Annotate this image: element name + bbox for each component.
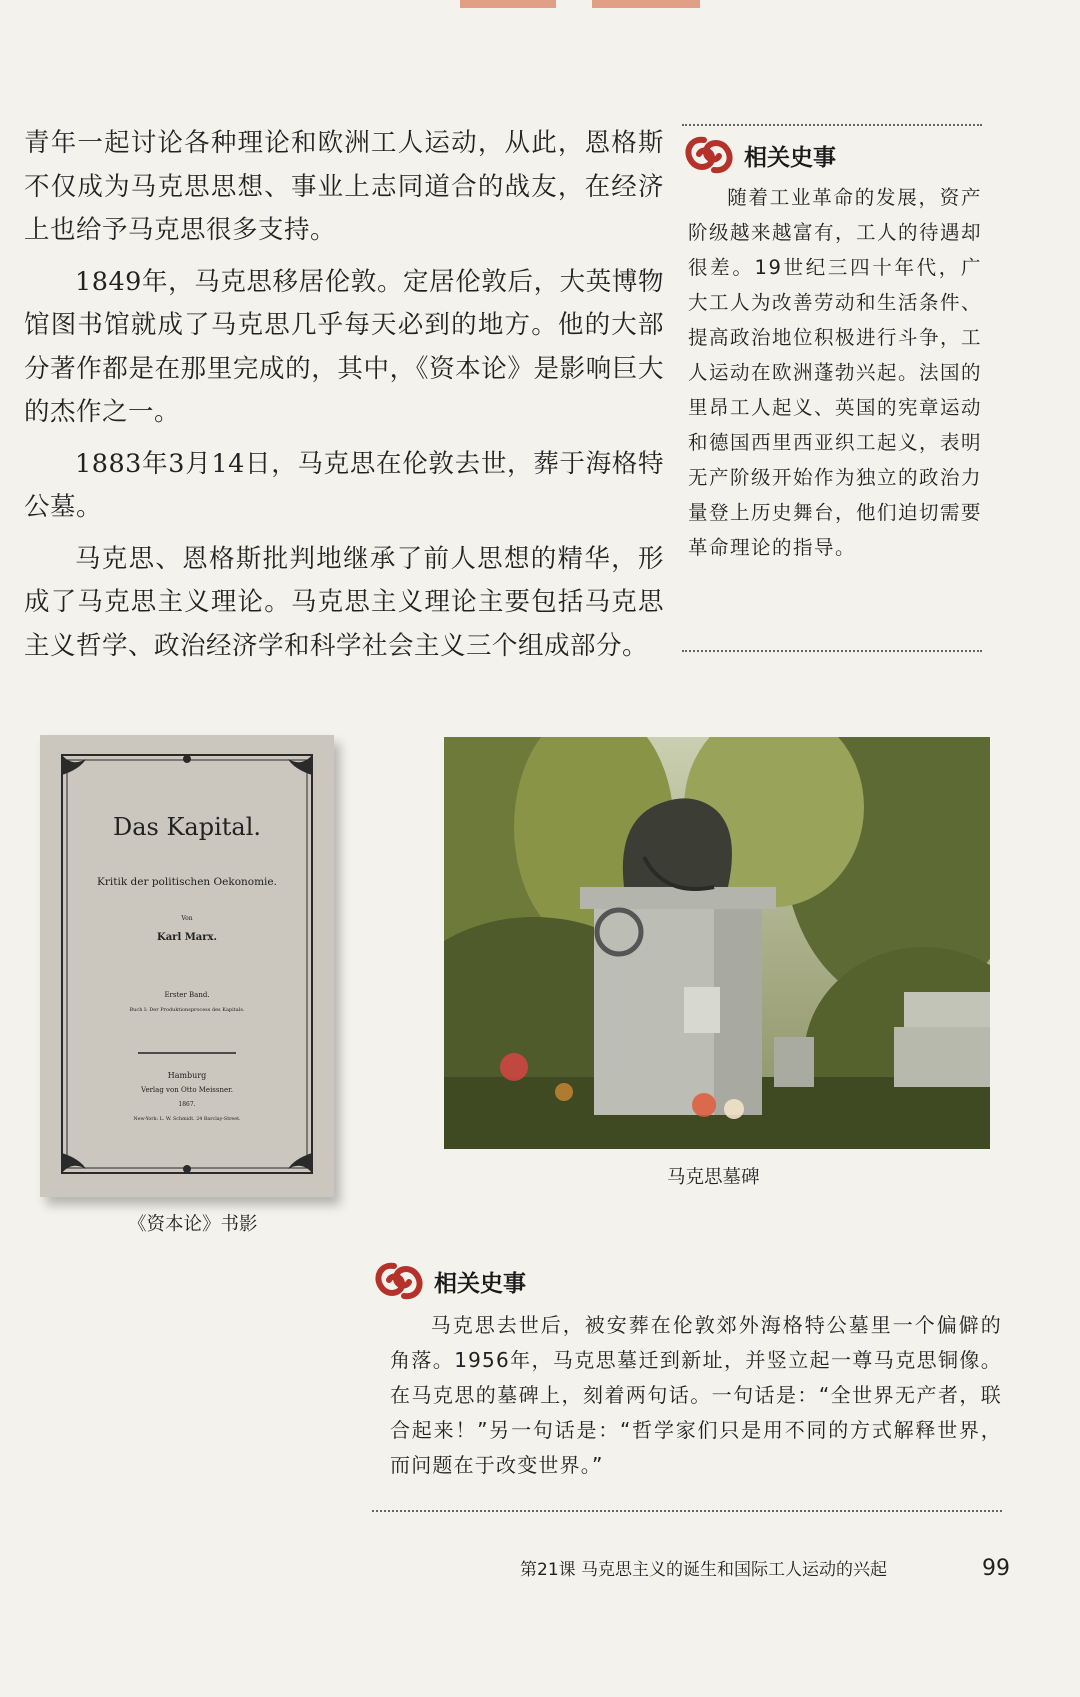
paragraph-4: 马克思、恩格斯批判地继承了前人思想的精华，形成了马克思主义理论。马克思主义理论主要包括马克思主义哲学、政治经济学和科学社会主义三个组成部分。 [24,543,664,661]
page-footer [520,1555,1010,1581]
book-author: Karl Marx. [157,932,217,943]
book-year: 1867. [178,1101,196,1108]
tomb-caption: 马克思墓碑 [667,1167,760,1188]
paragraph-2: 1849年，马克思移居伦敦。定居伦敦后，大英博物馆图书馆就成了马克思几乎每天必到的地方。他的大部分著作都是在那里完成的，其中，《资本论》是影响巨大的杰作之一。 [24,266,664,427]
bottom-box-header [372,1258,1002,1304]
bottom-box-title: 相关史事 [434,1270,526,1297]
bottom-box-text: 马克思去世后，被安葬在伦敦郊外海格特公墓里一个偏僻的角落。1956年，马克思墓迁到新址，并竖立起一尊马克思铜像。在马克思的墓碑上，刻着两句话。一句话是：“全世界无产者，联合起来！”另一句话是：“哲学家们只是用不同的方式解释世界，而问题在于改变世界。” [390,1313,1002,1477]
side-box-header [682,132,982,178]
paragraph-1: 青年一起讨论各种理论和欧洲工人运动，从此，恩格斯不仅成为马克思思想、事业上志同道合的战友，在经济上也给予马克思很多支持。 [24,128,664,245]
book-imprint: New-York: L. W. Schmidt. 24 Barclay-Street. [133,1117,241,1122]
book-caption: 《资本论》书影 [128,1214,258,1235]
book-title: Das Kapital. [112,813,262,841]
book-subtitle: Kritik der politischen Oekonomie. [97,876,277,888]
book-by: Von [181,915,193,922]
book-place: Hamburg [167,1071,207,1080]
swirl-icon [682,132,736,178]
bottom-box-content [390,1308,1002,1483]
related-history-box-side [682,124,982,652]
paragraph-3: 1883年3月14日，马克思在伦敦去世，葬于海格特公墓。 [24,448,664,522]
side-box-title: 相关史事 [744,144,836,171]
book-part: Buch I: Der Produktionsprocess des Kapitals. [129,1007,245,1013]
swirl-icon [372,1258,426,1304]
main-body-text [24,122,664,676]
book-volume: Erster Band. [164,991,210,999]
side-box-text: 随着工业革命的发展，资产阶级越来越富有，工人的待遇却很差。19世纪三四十年代，广大工人为改善劳动和生活条件、提高政治地位积极进行斗争，工人运动在欧洲蓬勃兴起。法国的里昂工人起义、英国的宪章运动和德国西里西亚织工起义，表明无产阶级开始作为独立的政治力量登上历史舞台，他们迫切需要革命理论的指导。 [688,186,983,559]
side-box-content [688,180,982,565]
top-decoration-strip [460,0,700,8]
book-publisher: Verlag von Otto Meissner. [141,1086,233,1094]
das-kapital-title-page-image [40,735,334,1197]
page-number: 99 [982,1556,1010,1581]
lesson-title: 第21课 马克思主义的诞生和国际工人运动的兴起 [520,1560,888,1580]
related-history-box-bottom [372,1252,1002,1512]
marx-tomb-photo [444,737,990,1149]
